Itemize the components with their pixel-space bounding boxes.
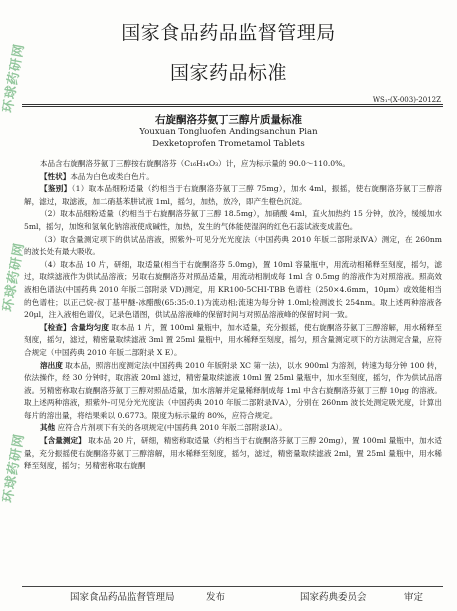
header-rule	[22, 104, 443, 105]
identification-paragraph: （2）取本品细粉适量（约相当于右旋酮洛芬氨丁三醇 18.5mg），加硝酸 4ml，直火加热约 15 分钟，放冷，缓缓加水 5ml，摇匀，加饱和氢氧化钠溶液使成碱性，加热，发生的气体能使湿润的红色石蕊试液变成蓝色。	[24, 209, 442, 231]
header-rule	[22, 106, 443, 107]
intro-paragraph: 本品含右旋酮洛芬氨丁三醇按右旋酮洛芬（C₁₆H₁₄O₃）计，应为标示量的 90.0～110.0%。	[39, 159, 350, 168]
title-english: Dexketoprofen Trometamol Tablets	[152, 139, 305, 149]
section-label: 【性状】	[39, 171, 71, 181]
watermark: 环球药研网	[0, 42, 28, 114]
page-footer	[0, 585, 457, 605]
other-paragraph: 其他 应符合片剂项下有关的各项规定(中国药典 2010 年版二部附录ⅠA）。	[39, 423, 287, 433]
section-label: 溶出度	[39, 360, 63, 370]
watermark: 环球药研网	[0, 241, 28, 313]
traits-paragraph: 【性状】本品为白色或类白色片。	[39, 171, 154, 181]
standard-heading: 国家药品标准	[169, 62, 287, 84]
assay-paragraph: 【含量测定】 取本品 20 片，研细，精密称取适量（约相当于右旋酮洛芬氨丁三醇 20mg），置 100ml 量瓶中，加水适量，充分振摇使右旋酮洛芬氨丁三醇溶解，用水稀释至刻度，摇匀，滤过，精密量取续滤液 2ml，置 25ml 量瓶中，用水稀释至刻度，摇匀；另精密称取右旋酮	[24, 436, 443, 471]
section-label: 【检查】含量均匀度	[39, 322, 110, 332]
footer-rule	[22, 586, 443, 587]
identification-paragraph: （3）取含量测定项下的供试品溶液，照紫外-可见分光光度法（中国药典 2010 年版二部附录ⅣA）测定，在 260nm 的波长处有最大吸收。	[24, 234, 442, 257]
document-body	[24, 158, 442, 473]
document-title: 右旋酮洛芬氨丁三醇片质量标准	[155, 114, 302, 126]
footer-issue-word: 发布	[206, 592, 226, 603]
title-pinyin: Youxuan Tongluofen Andingsanchun Pian	[139, 127, 318, 137]
footer-reviewer: 国家药典委员会	[300, 592, 367, 603]
watermark: 环球药研网	[0, 432, 28, 504]
identification-paragraph: （4）取本品 10 片，研细，取适量(相当于右旋酮洛芬 5.0mg)，置 10ml 容量瓶中，用流动相稀释至刻度，摇匀，滤过，取续滤液作为供试品溶液；另取右旋酮洛芬对照品适量，用流动相制成每 1ml 含 0.5mg 的溶液作为对照溶液。照高效液相色谱法(中国药典 2010 年版二部附录 VD)测定，用 KR100-5CHI-TBB 色谱柱（250×4.6mm，10μm）或效能相当的色谱柱；以正己烷-叔丁基甲醚-冰醋酸(65:35:0.1)为流动相;流速为每分钟 1.0ml;检测波长 254nm。取上述两种溶液各 20μl，注入液相色谱仪，记录色谱图，供试品溶液峰的保留时间与对照品溶液峰的保留时间一致。	[24, 259, 442, 320]
section-label: 其他	[39, 423, 56, 433]
standard-number: WS₁-(X-003)-2012Z	[372, 96, 441, 104]
section-label: 【含量测定】	[39, 436, 86, 446]
dissolution-paragraph: 溶出度 取本品，照溶出度测定法(中国药典 2010 年版附录 XC 第一法)，以水 900ml 为溶剂，转速为每分钟 100 转，依法操作，经 30 分钟时，取溶液 20ml 滤过，精密量取续滤液 10ml 置 25ml 量瓶中，加水至刻度，摇匀，作为供试品溶液。另精密称取右旋酮洛芬氨丁三醇对照品适量，加水溶解并定量稀释制成每 1ml 中含右旋酮洛芬氨丁三醇 10μg 的溶液。取上述两种溶液，照紫外-可见分光光度法（中国药典 2010 年版二部附录ⅣA），分别在 260nm 波长处测定吸光度，计算出每片的溶出量，将结果乘以 0.6773。限度为标示量的 80%，应符合规定。	[24, 360, 443, 420]
footer-review-word: 审定	[404, 592, 424, 603]
footer-issuer: 国家食品药品监督管理局	[70, 592, 175, 603]
agency-heading: 国家食品药品监督管理局	[121, 22, 336, 44]
identification-paragraph: 【鉴别】（1）取本品细粉适量（约相当于右旋酮洛芬氨丁三醇 75mg），加水 4ml，振摇，使右旋酮洛芬氨丁三醇溶解，滤过，取滤液，加二硝基苯肼试液 1ml，摇匀，加热，放冷，即产生橙色沉淀。	[24, 184, 443, 206]
section-label: 【鉴别】	[39, 184, 72, 194]
check-paragraph: 【检查】含量均匀度 取本品 1 片，置 100ml 量瓶中，加水适量，充分振摇，使右旋酮洛芬氨丁三醇溶解，用水稀释至刻度，摇匀，滤过，精密量取续滤液 3ml 置 25ml 量瓶中，用水稀释至刻度，摇匀，照含量测定项下的方法测定含量，应符合规定（中国药典 2010 年版二部附录 X E）。	[24, 322, 443, 357]
